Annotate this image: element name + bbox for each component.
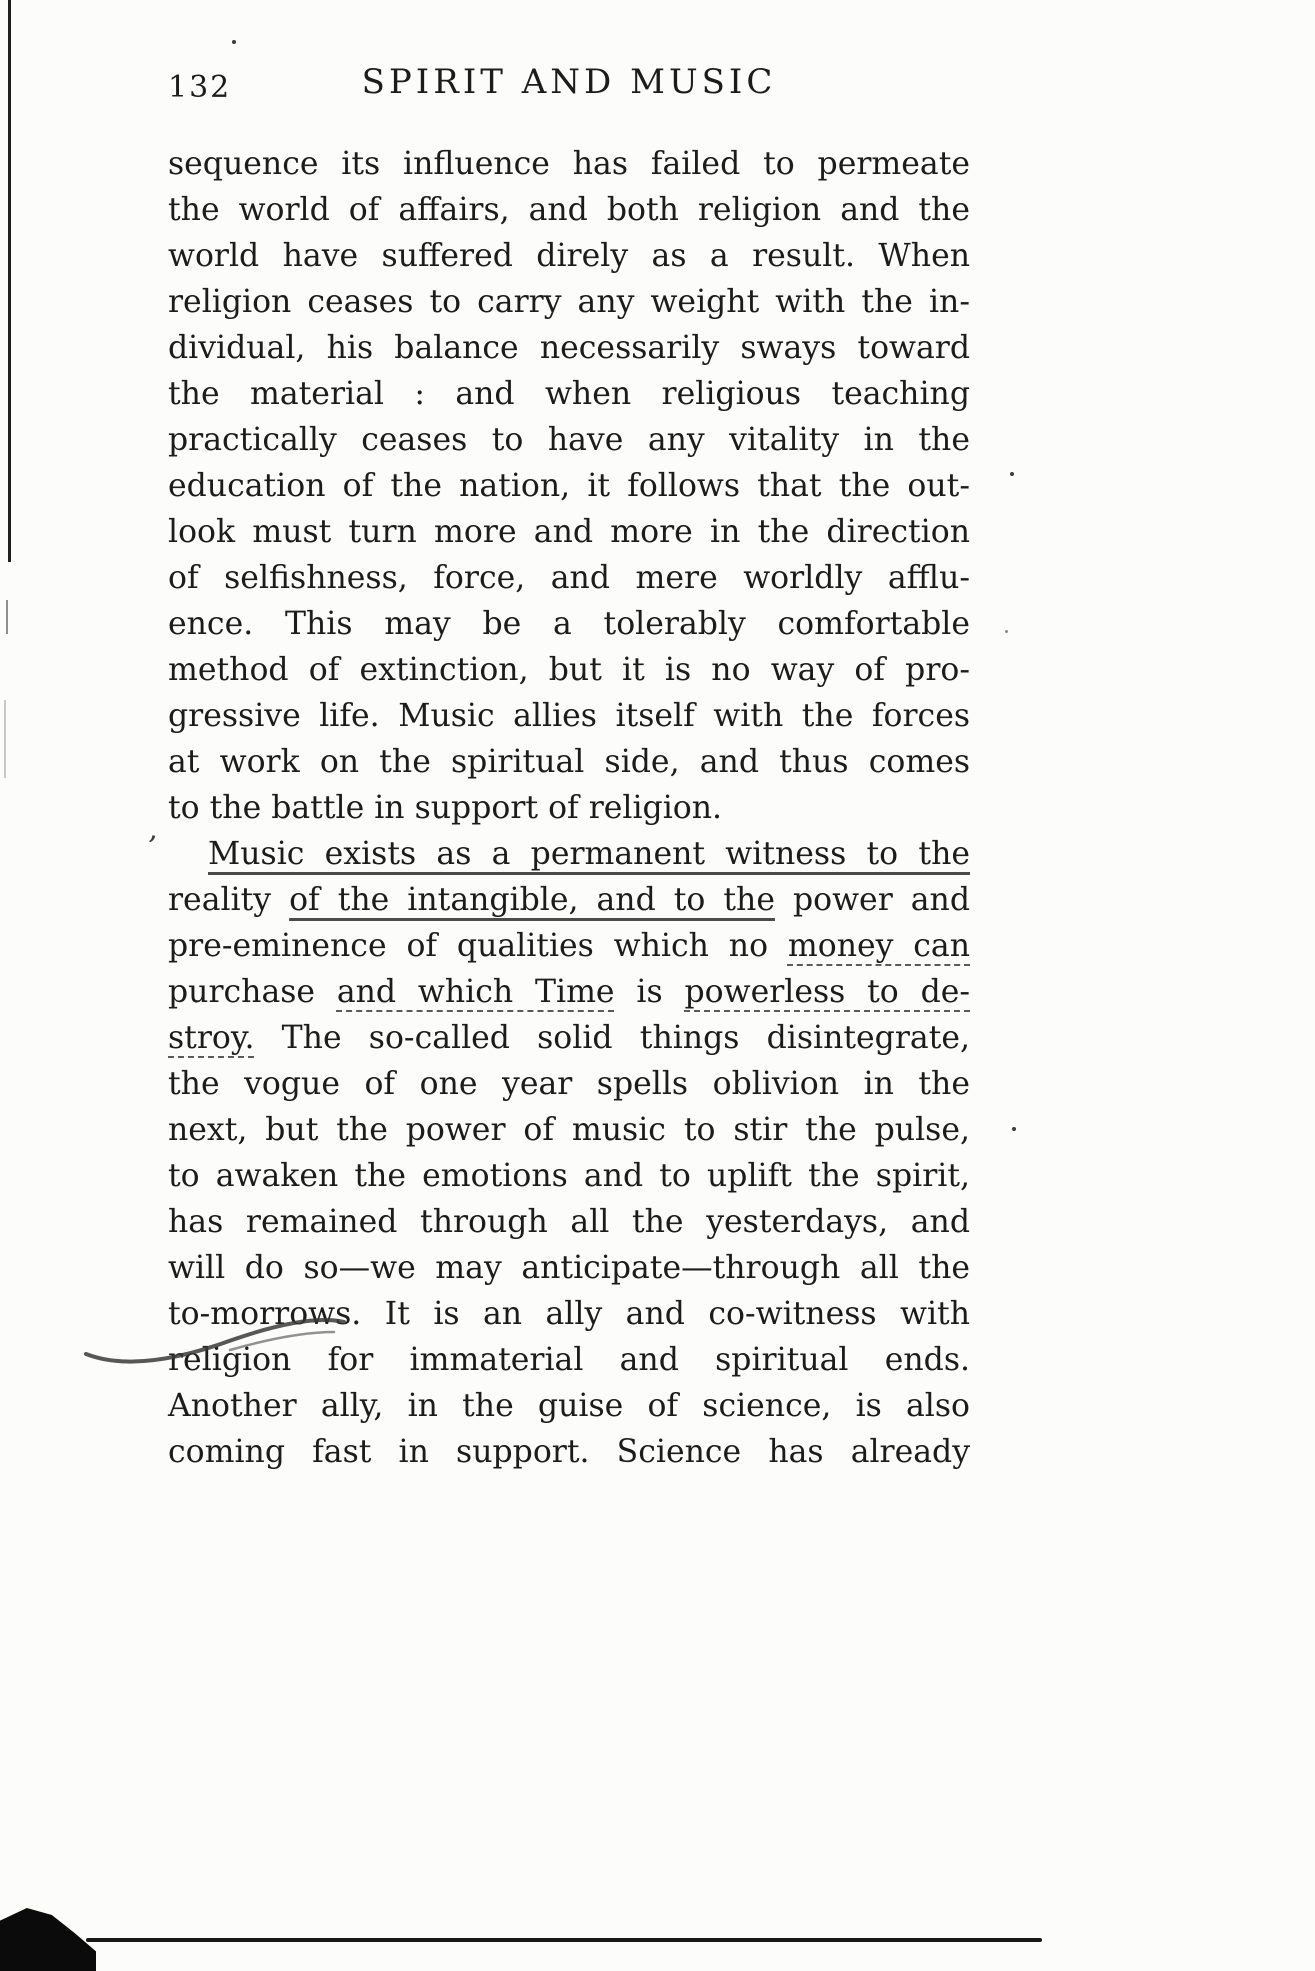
text-line: [168, 1107, 970, 1153]
text-line: [168, 647, 970, 693]
scan-corner-artifact: [0, 1901, 96, 1971]
text-line: [168, 279, 970, 325]
text-line: [168, 187, 970, 233]
text-segment: religion ceases to carry any weight with the in-: [168, 284, 970, 320]
text-line: [168, 325, 970, 371]
text-segment: practically ceases to have any vitality in the: [168, 422, 970, 458]
text-line: [168, 233, 970, 279]
text-line: [168, 1199, 970, 1245]
text-segment: Another ally, in the guise of science, is also: [168, 1388, 970, 1424]
text-segment: world have suffered direly as a result. When: [168, 238, 970, 274]
text-line: [168, 371, 970, 417]
text-line: [168, 739, 970, 785]
scan-speck: [1005, 630, 1008, 633]
text-line: [168, 1429, 970, 1475]
text-line: [168, 693, 970, 739]
text-segment: ence. This may be a tolerably comfortable: [168, 606, 970, 642]
text-segment: sequence its influence has failed to permeate: [168, 146, 970, 182]
pencil-swoosh-mark: [80, 1296, 360, 1376]
text-line: [168, 463, 970, 509]
text-segment: gressive life. Music allies itself with the forces: [168, 698, 970, 734]
text-block: [168, 141, 970, 1475]
text-segment: is: [614, 974, 685, 1010]
page-number: 132: [168, 70, 232, 105]
scan-speck: [1012, 1127, 1016, 1131]
pencil-underlined-text: of the intangible, and to the: [289, 882, 775, 918]
text-segment: pre-eminence of qualities which no: [168, 928, 788, 964]
text-segment: coming fast in support. Science has already: [168, 1434, 970, 1470]
page-header: [168, 62, 970, 112]
scan-edge-mark: [6, 600, 8, 634]
text-line: [168, 923, 970, 969]
text-line: [168, 417, 970, 463]
pencil-underlined-text: powerless to de-: [684, 974, 971, 1010]
scan-edge-mark: [4, 700, 6, 778]
text-line: [168, 555, 970, 601]
pencil-underlined-text: stroy.: [168, 1020, 255, 1056]
scan-bottom-line: [86, 1938, 1042, 1942]
text-segment: has remained through all the yesterdays, and: [168, 1204, 970, 1240]
pencil-tick-mark: ’: [143, 829, 159, 866]
text-line: [168, 969, 970, 1015]
text-segment: power and: [774, 882, 970, 918]
text-line: [168, 1245, 970, 1291]
swoosh-stroke: [86, 1320, 344, 1362]
text-line: [168, 1015, 970, 1061]
text-segment: religion for immaterial and spiritual ends.: [168, 1342, 970, 1378]
text-segment: The so-called solid things disintegrate,: [254, 1020, 970, 1056]
pencil-underlined-text: money can: [787, 928, 970, 964]
pencil-underlined-text: Music exists as a permanent witness to the: [208, 836, 970, 872]
text-line: [168, 1153, 970, 1199]
text-segment: to awaken the emotions and to uplift the spirit,: [168, 1158, 970, 1194]
text-line: [168, 1383, 970, 1429]
text-segment: to the battle in support of religion.: [168, 790, 723, 826]
text-segment: purchase: [168, 974, 337, 1010]
text-line: [168, 831, 970, 877]
scan-binding-line: [8, 0, 11, 562]
text-segment: reality: [168, 882, 290, 918]
text-segment: at work on the spiritual side, and thus comes: [168, 744, 970, 780]
text-segment: to-morrows. It is an ally and co-witness with: [168, 1296, 970, 1332]
text-segment: will do so—we may anticipate—through all the: [168, 1250, 970, 1286]
text-line: [168, 785, 970, 831]
text-segment: the material : and when religious teaching: [168, 376, 970, 412]
text-segment: of selfishness, force, and mere worldly afflu-: [168, 560, 970, 596]
text-line: [168, 877, 970, 923]
text-segment: look must turn more and more in the direction: [168, 514, 970, 550]
scan-speck: [232, 40, 236, 44]
text-segment: the vogue of one year spells oblivion in the: [168, 1066, 970, 1102]
text-segment: next, but the power of music to stir the pulse,: [168, 1112, 970, 1148]
text-segment: dividual, his balance necessarily sways toward: [168, 330, 970, 366]
text-segment: education of the nation, it follows that the out-: [168, 468, 970, 504]
text-line: [168, 601, 970, 647]
text-line: [168, 509, 970, 555]
text-line: [168, 141, 970, 187]
page-title: SPIRIT AND MUSIC: [361, 62, 777, 102]
pencil-underlined-text: and which Time: [336, 974, 615, 1010]
text-segment: method of extinction, but it is no way of pro-: [168, 652, 970, 688]
text-line: [168, 1061, 970, 1107]
scan-speck: [1010, 472, 1014, 476]
text-segment: the world of affairs, and both religion and the: [168, 192, 970, 228]
